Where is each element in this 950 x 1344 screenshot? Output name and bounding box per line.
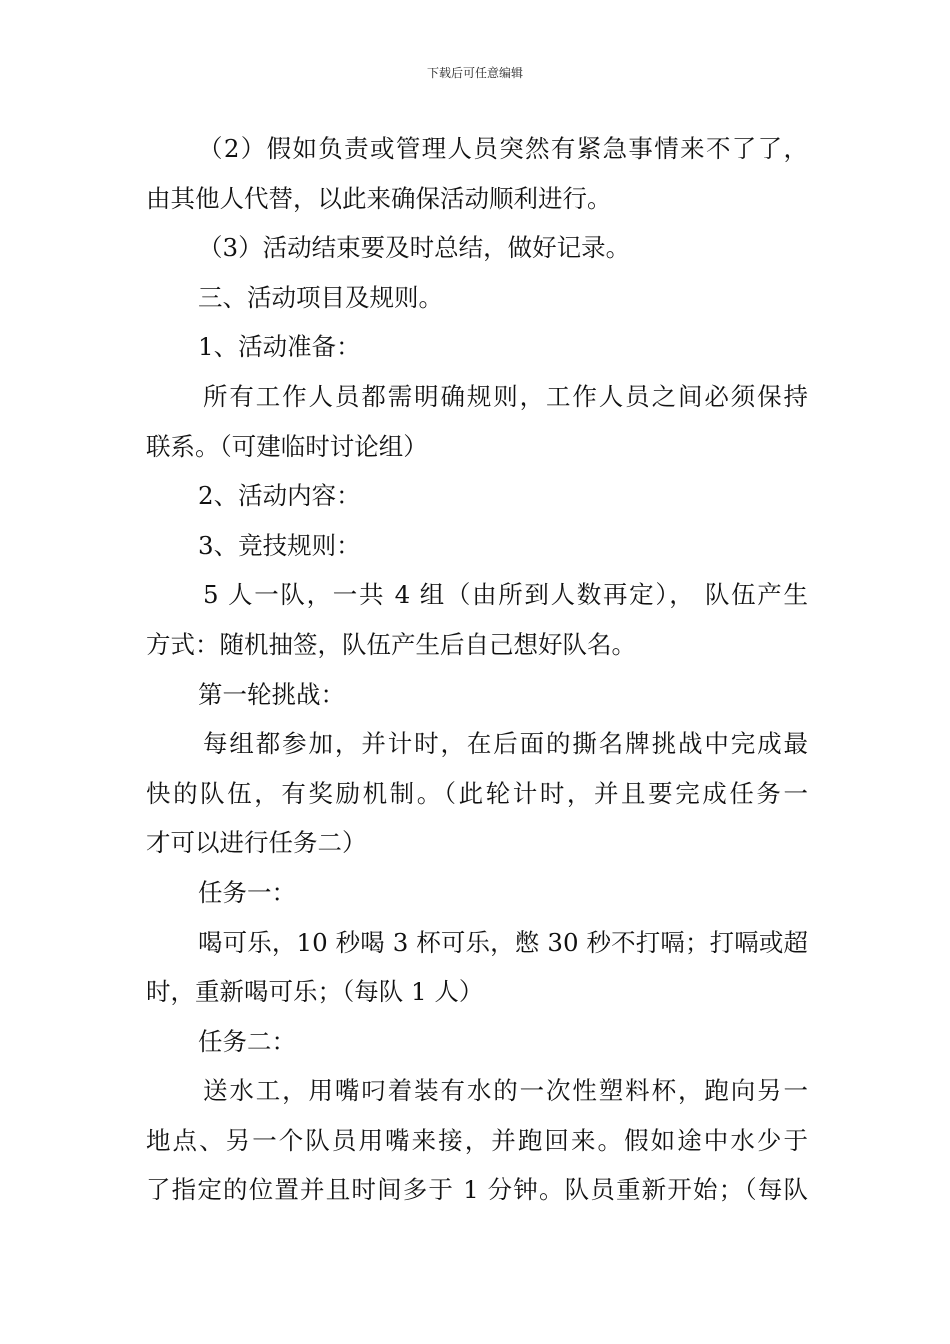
subsection-heading: 2、活动内容： (198, 481, 361, 511)
subsection-heading: 3、竞技规则： (198, 530, 361, 560)
paragraph-line: 所有工作人员都需明确规则，工作人员之间必须保持 (203, 381, 808, 411)
round-heading: 第一轮挑战： (198, 679, 345, 709)
document-body (146, 124, 808, 1215)
paragraph-line: 喝可乐，10 秒喝 3 杯可乐，憋 30 秒不打嗝；打嗝或超 (198, 927, 808, 957)
paragraph-line: 由其他人代替，以此来确保活动顺利进行。 (146, 183, 612, 213)
paragraph-line: 5 人一队，一共 4 组（由所到人数再定）， 队伍产生 (203, 580, 808, 610)
paragraph-line: 时，重新喝可乐；（每队 1 人） (146, 977, 484, 1007)
task-heading: 任务二： (198, 1026, 296, 1056)
section-heading: 三、活动项目及规则。 (198, 282, 443, 312)
page-header: 下载后可任意编辑 (426, 66, 523, 80)
paragraph-line: 才可以进行任务二） (146, 828, 367, 858)
paragraph-line: 每组都参加，并计时，在后面的撕名牌挑战中完成最 (203, 729, 808, 759)
paragraph-line: 联系。（可建临时讨论组） (146, 431, 428, 461)
paragraph-line: 送水工，用嘴叼着装有水的一次性塑料杯，跑向另一 (203, 1076, 808, 1106)
paragraph-line: （3）活动结束要及时总结，做好记录。 (198, 233, 631, 263)
subsection-heading: 1、活动准备： (198, 332, 361, 362)
task-heading: 任务一： (198, 877, 296, 907)
paragraph-line: （2）假如负责或管理人员突然有紧急事情来不了了， (198, 134, 808, 163)
paragraph-line: 快的队伍，有奖励机制。（此轮计时，并且要完成任务一 (146, 778, 808, 808)
paragraph-line: 地点、另一个队员用嘴来接，并跑回来。假如途中水少于 (146, 1125, 808, 1155)
paragraph-line: 了指定的位置并且时间多于 1 分钟。队员重新开始；（每队 (146, 1175, 808, 1205)
paragraph-line: 方式：随机抽签，队伍产生后自己想好队名。 (146, 629, 636, 659)
